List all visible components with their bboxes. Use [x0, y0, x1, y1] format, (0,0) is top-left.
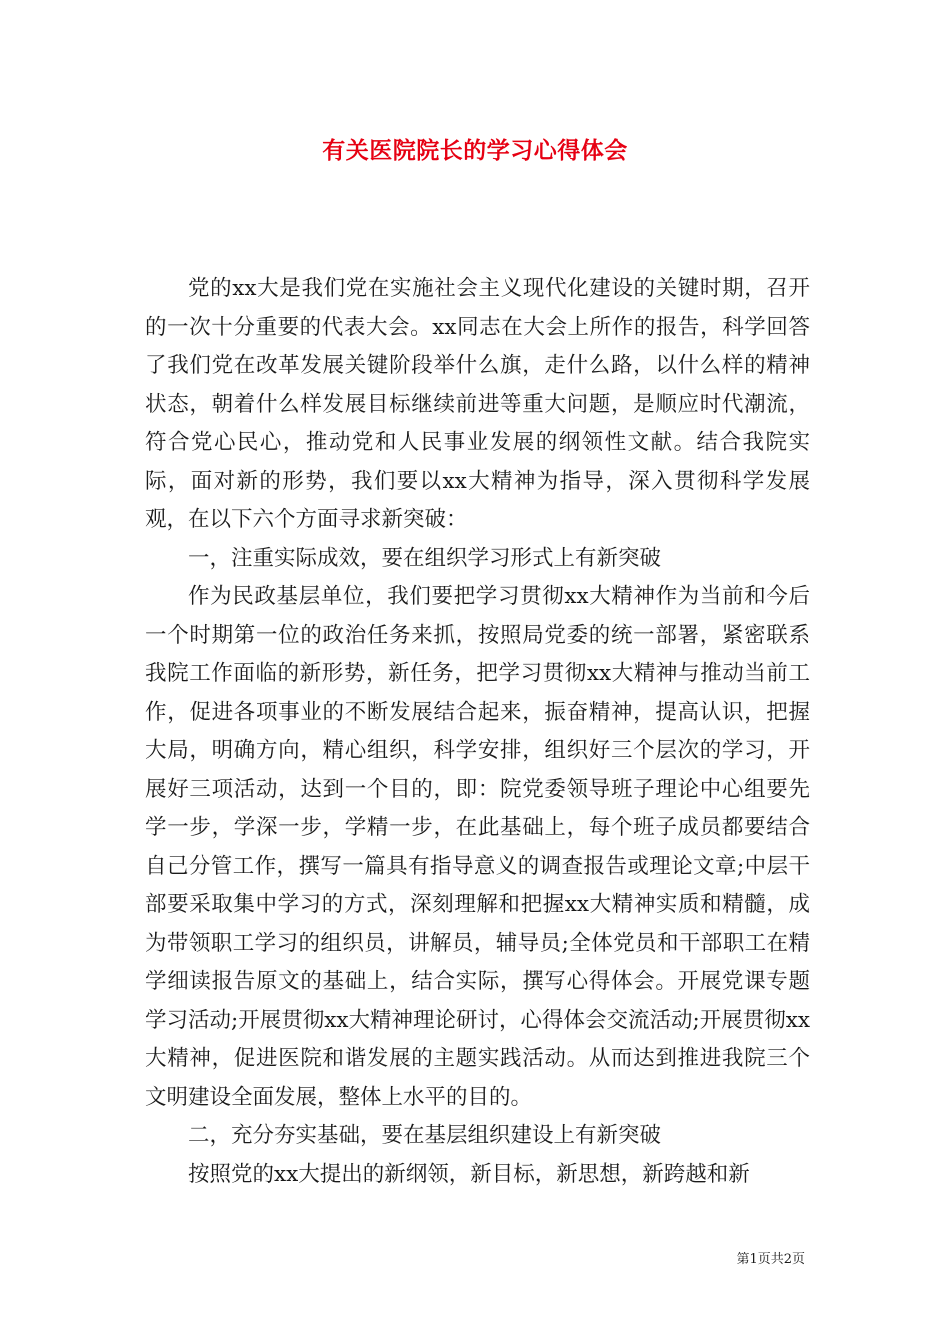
- section-heading-2: 二，充分夯实基础，要在基层组织建设上有新突破: [188, 1123, 662, 1148]
- paragraph-section-2: 按照党的xx大提出的新纲领，新目标，新思想，新跨越和新: [188, 1161, 750, 1187]
- document-title: 有关医院院长的学习心得体会: [322, 137, 628, 164]
- section-heading-1: 一，注重实际成效，要在组织学习形式上有新突破: [188, 545, 662, 571]
- page-number-footer: 第1页共2页: [736, 1252, 805, 1267]
- paragraph-section-1: 作为民政基层单位，我们要把学习贯彻xx大精神作为当前和今后一个时期第一位的政治任务来抓，按照局党委的统一部署，紧密联系我院工作面临的新形势，新任务，把学习贯彻xx大精神与推动当前工作，促进各项事业的不断发展结合起来，振奋精神，提高认识，把握大局，明确方向，精心组织，科学安排，组织好三个层次的学习，开展好三项活动，达到一个目的，即：院党委领导班子理论中心组要先学一步，学深一步，学精一步，在此基础上，每个班子成员都要结合自己分管工作，撰写一篇具有指导意义的调查报告或理论文章;中层干部要采取集中学习的方式，深刻理解和把握xx大精神实质和精髓，成为带领职工学习的组织员，讲解员，辅导员;全体党员和干部职工在精学细读报告原文的基础上，结合实际，撰写心得体会。开展党课专题学习活动;开展贯彻xx大精神理论研讨，心得体会交流活动;开展贯彻xx大精神，促进医院和谐发展的主题实践活动。从而达到推进我院三个文明建设全面发展，整体上水平的目的。: [145, 584, 810, 1110]
- paragraph-intro: 党的xx大是我们党在实施社会主义现代化建设的关键时期，召开的一次十分重要的代表大会。xx同志在大会上所作的报告，科学回答了我们党在改革发展关键阶段举什么旗，走什么路，以什么样的精神状态，朝着什么样发展目标继续前进等重大问题，是顺应时代潮流，符合党心民心，推动党和人民事业发展的纲领性文献。结合我院实际，面对新的形势，我们要以xx大精神为指导，深入贯彻科学发展观，在以下六个方面寻求新突破：: [145, 276, 810, 532]
- document-body: [145, 270, 810, 1194]
